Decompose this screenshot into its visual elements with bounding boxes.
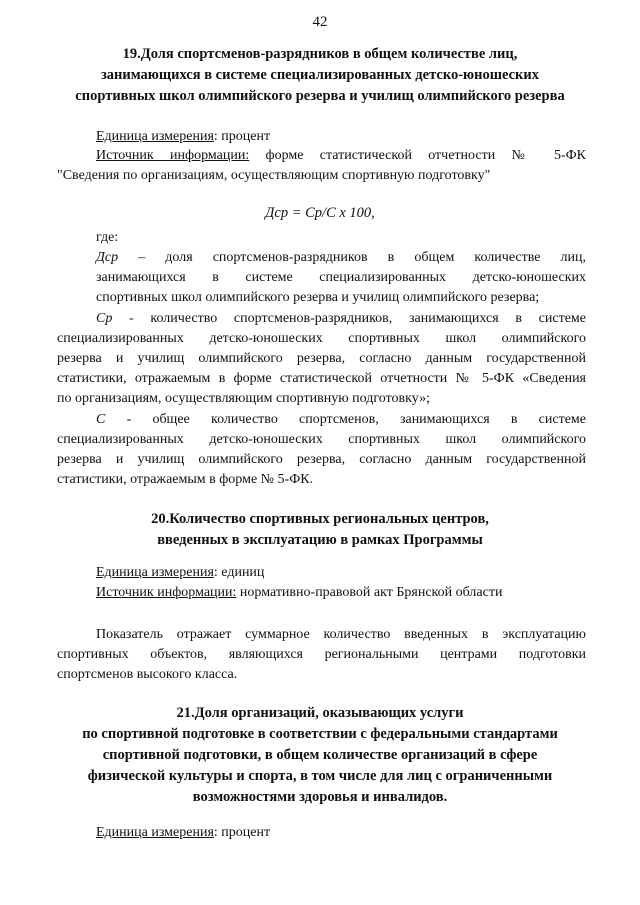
definition-sr-line: Ср - количество спортсменов-разрядников, занимающихся в системе bbox=[96, 311, 586, 326]
section-21-title-line: 21.Доля организаций, оказывающих услуги bbox=[176, 705, 464, 721]
unit-label: Единица измерения bbox=[96, 565, 214, 580]
section-19-source-cont: "Сведения по организациям, осуществляющим спортивную подготовку" bbox=[57, 168, 491, 183]
section-20-paragraph-line: спортсменов высокого класса. bbox=[57, 667, 238, 682]
definition-s-line: статистики, отражаемым в форме № 5-ФК. bbox=[57, 472, 314, 487]
definition-s-line: специализированных детско-юношеских спортивных школ олимпийского bbox=[57, 432, 586, 447]
section-19-unit bbox=[96, 127, 586, 147]
section-19-formula: Дср = Ср/С х 100, bbox=[265, 205, 375, 221]
where-label: где: bbox=[96, 230, 119, 245]
source-label: Источник информации: bbox=[96, 148, 250, 163]
source-label: Источник информации: bbox=[96, 585, 237, 600]
section-19-title-line: 19.Доля спортсменов-разрядников в общем количестве лиц, bbox=[122, 46, 518, 62]
source-value: нормативно-правовой акт Брянской области bbox=[239, 585, 503, 600]
section-21-title-line: по спортивной подготовке в соответствии с федеральными стандартами bbox=[82, 726, 558, 742]
variable-s: С bbox=[96, 412, 106, 427]
definition-sr-line: резерва и училищ олимпийского резерва, согласно данным государственной bbox=[57, 351, 586, 366]
section-21-title-line: спортивной подготовки, в общем количестве организаций в сфере bbox=[102, 747, 538, 763]
section-20-unit bbox=[96, 563, 586, 583]
section-21-title-line: физической культуры и спорта, в том числе для лиц с ограниченными bbox=[87, 768, 553, 784]
definition-sr-line: статистики, отражаемым в форме статистической отчетности № 5-ФК «Сведения bbox=[57, 371, 586, 386]
unit-value: : единиц bbox=[213, 565, 265, 580]
definition-dsr-line: спортивных школ олимпийского резерва и училищ олимпийского резерва; bbox=[96, 290, 540, 305]
definition-sr-line: специализированных детско-юношеских спортивных школ олимпийского bbox=[57, 331, 586, 346]
definition-s-line: резерва и училищ олимпийского резерва, согласно данным государственной bbox=[57, 452, 586, 467]
section-20-paragraph-line: Показатель отражает суммарное количество введенных в эксплуатацию bbox=[96, 627, 586, 642]
source-value: форме статистической отчетности № 5-ФК bbox=[265, 148, 587, 163]
definition-s-line: С - общее количество спортсменов, занимающихся в системе bbox=[96, 412, 586, 427]
variable-sr: Ср bbox=[96, 311, 113, 326]
unit-label: Единица измерения bbox=[96, 129, 214, 144]
section-20-paragraph-line: спортивных объектов, являющихся региональными центрами подготовки bbox=[57, 647, 586, 662]
definition-dsr-line: занимающихся в системе специализированных детско-юношеских bbox=[96, 270, 586, 285]
section-19-title bbox=[40, 44, 600, 107]
definition-sr-line: по организациям, осуществляющим спортивную подготовку»; bbox=[57, 391, 430, 406]
section-20-source bbox=[96, 583, 586, 603]
section-20-title-line: введенных в эксплуатацию в рамках Программы bbox=[157, 532, 483, 548]
section-21-title-line: возможностями здоровья и инвалидов. bbox=[192, 789, 448, 805]
page-number: 42 bbox=[312, 14, 328, 30]
section-19-source bbox=[96, 146, 586, 166]
section-21-unit bbox=[96, 823, 586, 843]
section-21-title bbox=[40, 703, 600, 808]
unit-value: : процент bbox=[213, 129, 271, 144]
variable-dsr: Дср bbox=[96, 250, 119, 265]
unit-value: : процент bbox=[213, 825, 271, 840]
unit-label: Единица измерения bbox=[96, 825, 214, 840]
section-19-title-line: спортивных школ олимпийского резерва и училищ олимпийского резерва bbox=[75, 88, 565, 104]
definition-dsr-line: Дср – доля спортсменов-разрядников в общем количестве лиц, bbox=[96, 250, 586, 265]
section-20-title-line: 20.Количество спортивных региональных центров, bbox=[151, 511, 489, 527]
section-20-title bbox=[40, 509, 600, 551]
section-19-title-line: занимающихся в системе специализированных детско-юношеских bbox=[100, 67, 539, 83]
